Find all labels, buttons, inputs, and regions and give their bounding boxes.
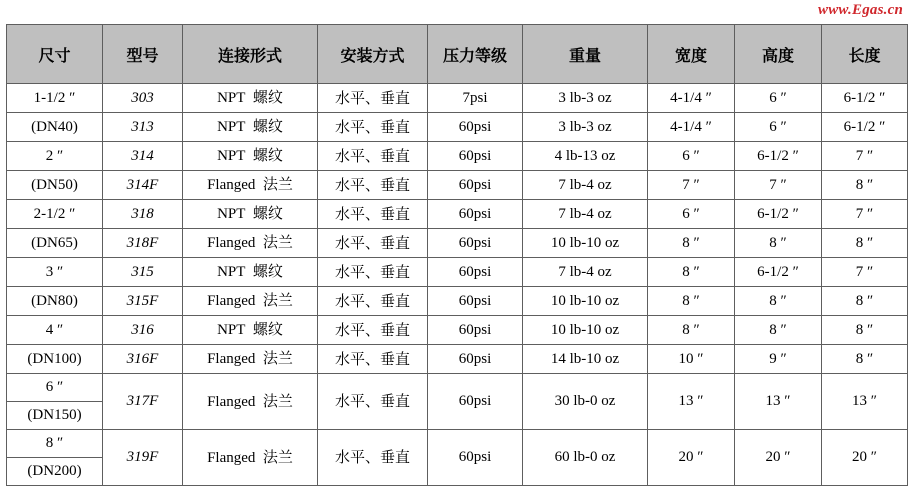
cell-model: 315: [103, 258, 183, 287]
cell-width: 7 ″: [648, 171, 735, 200]
cell-connection: [183, 229, 318, 258]
cell-mounting: 水平、垂直: [318, 345, 428, 374]
cell-mounting: 水平、垂直: [318, 374, 428, 430]
cell-weight: 10 lb-10 oz: [523, 287, 648, 316]
conn-cn: 螺纹: [252, 321, 283, 338]
cell-model: 318: [103, 200, 183, 229]
conn-cn: 法兰: [262, 392, 293, 410]
conn-en: Flanged: [207, 351, 256, 367]
cell-pressure: 60psi: [428, 316, 523, 345]
cell-size: (DN65): [7, 229, 103, 258]
cell-connection: [183, 142, 318, 171]
column-header-pressure-rating: 压力等级: [428, 25, 523, 84]
column-header-width: 宽度: [648, 25, 735, 84]
cell-model: 316F: [103, 345, 183, 374]
column-header-height: 高度: [735, 25, 822, 84]
conn-en: NPT: [217, 148, 246, 164]
cell-pressure: 60psi: [428, 374, 523, 430]
cell-pressure: 60psi: [428, 229, 523, 258]
cell-weight: 30 lb-0 oz: [523, 374, 648, 430]
specification-table: [6, 24, 908, 486]
column-header-mounting: 安装方式: [318, 25, 428, 84]
table-row: [7, 200, 908, 229]
table-row: [7, 142, 908, 171]
conn-en: Flanged: [207, 449, 256, 466]
conn-cn: 螺纹: [252, 118, 283, 135]
cell-length: 13 ″: [822, 374, 908, 430]
table-row: [7, 258, 908, 287]
cell-width: 8 ″: [648, 287, 735, 316]
cell-height: 20 ″: [735, 430, 822, 486]
cell-model: 317F: [103, 374, 183, 430]
cell-size: 6 ″: [7, 374, 103, 402]
table-body: [7, 84, 908, 486]
cell-mounting: 水平、垂直: [318, 171, 428, 200]
cell-pressure: 60psi: [428, 113, 523, 142]
conn-en: NPT: [217, 264, 246, 280]
cell-length: 8 ″: [822, 316, 908, 345]
cell-size: (DN80): [7, 287, 103, 316]
cell-connection: [183, 200, 318, 229]
column-header-length: 长度: [822, 25, 908, 84]
conn-cn: 法兰: [262, 292, 293, 309]
column-header-size: 尺寸: [7, 25, 103, 84]
cell-height: 8 ″: [735, 316, 822, 345]
cell-weight: 3 lb-3 oz: [523, 113, 648, 142]
cell-weight: 3 lb-3 oz: [523, 84, 648, 113]
conn-cn: 螺纹: [252, 89, 283, 106]
cell-length: 8 ″: [822, 229, 908, 258]
conn-cn: 法兰: [262, 448, 293, 466]
table-row: [7, 229, 908, 258]
cell-mounting: 水平、垂直: [318, 200, 428, 229]
cell-size: (DN40): [7, 113, 103, 142]
cell-mounting: 水平、垂直: [318, 316, 428, 345]
cell-connection: [183, 316, 318, 345]
cell-mounting: 水平、垂直: [318, 258, 428, 287]
cell-connection: [183, 84, 318, 113]
cell-weight: 7 lb-4 oz: [523, 171, 648, 200]
cell-pressure: 60psi: [428, 142, 523, 171]
cell-mounting: 水平、垂直: [318, 430, 428, 486]
cell-model: 303: [103, 84, 183, 113]
cell-connection: [183, 287, 318, 316]
cell-length: 8 ″: [822, 287, 908, 316]
cell-size: (DN200): [7, 458, 103, 486]
conn-en: Flanged: [207, 293, 256, 309]
cell-pressure: 60psi: [428, 345, 523, 374]
cell-size: 4 ″: [7, 316, 103, 345]
cell-model: 319F: [103, 430, 183, 486]
cell-length: 7 ″: [822, 142, 908, 171]
conn-cn: 螺纹: [252, 147, 283, 164]
cell-size: 1-1/2 ″: [7, 84, 103, 113]
cell-pressure: 7psi: [428, 84, 523, 113]
conn-cn: 螺纹: [252, 205, 283, 222]
conn-cn: 法兰: [262, 176, 293, 193]
header-row: [7, 25, 908, 84]
table-row: [7, 287, 908, 316]
conn-en: NPT: [217, 206, 246, 222]
cell-connection: [183, 374, 318, 430]
cell-weight: 7 lb-4 oz: [523, 200, 648, 229]
cell-mounting: 水平、垂直: [318, 229, 428, 258]
column-header-model: 型号: [103, 25, 183, 84]
cell-height: 7 ″: [735, 171, 822, 200]
cell-height: 8 ″: [735, 229, 822, 258]
cell-mounting: 水平、垂直: [318, 84, 428, 113]
cell-weight: 10 lb-10 oz: [523, 229, 648, 258]
cell-width: 8 ″: [648, 229, 735, 258]
cell-width: 6 ″: [648, 142, 735, 171]
cell-width: 8 ″: [648, 258, 735, 287]
cell-size: (DN150): [7, 402, 103, 430]
cell-size: (DN50): [7, 171, 103, 200]
cell-pressure: 60psi: [428, 430, 523, 486]
cell-mounting: 水平、垂直: [318, 142, 428, 171]
cell-model: 314F: [103, 171, 183, 200]
spec-table-container: [6, 24, 907, 486]
column-header-connection: 连接形式: [183, 25, 318, 84]
cell-size: (DN100): [7, 345, 103, 374]
cell-connection: [183, 171, 318, 200]
cell-height: 9 ″: [735, 345, 822, 374]
cell-height: 8 ″: [735, 287, 822, 316]
cell-pressure: 60psi: [428, 258, 523, 287]
cell-model: 316: [103, 316, 183, 345]
cell-model: 313: [103, 113, 183, 142]
table-row: [7, 374, 908, 402]
cell-height: 6 ″: [735, 84, 822, 113]
cell-size: 2-1/2 ″: [7, 200, 103, 229]
cell-length: 7 ″: [822, 258, 908, 287]
cell-width: 13 ″: [648, 374, 735, 430]
cell-model: 315F: [103, 287, 183, 316]
conn-cn: 法兰: [262, 234, 293, 251]
cell-length: 6-1/2 ″: [822, 113, 908, 142]
cell-width: 8 ″: [648, 316, 735, 345]
cell-size: 3 ″: [7, 258, 103, 287]
table-row: [7, 316, 908, 345]
conn-cn: 螺纹: [252, 263, 283, 280]
cell-size: 2 ″: [7, 142, 103, 171]
cell-width: 10 ″: [648, 345, 735, 374]
cell-height: 13 ″: [735, 374, 822, 430]
conn-en: NPT: [217, 90, 246, 106]
cell-weight: 7 lb-4 oz: [523, 258, 648, 287]
cell-weight: 10 lb-10 oz: [523, 316, 648, 345]
table-header: [7, 25, 908, 84]
table-row: [7, 345, 908, 374]
cell-pressure: 60psi: [428, 200, 523, 229]
conn-en: Flanged: [207, 235, 256, 251]
cell-length: 8 ″: [822, 171, 908, 200]
cell-weight: 60 lb-0 oz: [523, 430, 648, 486]
table-row: [7, 84, 908, 113]
cell-model: 314: [103, 142, 183, 171]
cell-length: 20 ″: [822, 430, 908, 486]
conn-en: Flanged: [207, 177, 256, 193]
table-row: [7, 430, 908, 458]
cell-mounting: 水平、垂直: [318, 287, 428, 316]
cell-weight: 4 lb-13 oz: [523, 142, 648, 171]
cell-connection: [183, 345, 318, 374]
table-row: [7, 113, 908, 142]
conn-en: NPT: [217, 322, 246, 338]
cell-size: 8 ″: [7, 430, 103, 458]
cell-width: 4-1/4 ″: [648, 84, 735, 113]
cell-mounting: 水平、垂直: [318, 113, 428, 142]
cell-length: 7 ″: [822, 200, 908, 229]
cell-pressure: 60psi: [428, 171, 523, 200]
column-header-weight: 重量: [523, 25, 648, 84]
conn-en: Flanged: [207, 393, 256, 410]
cell-height: 6-1/2 ″: [735, 200, 822, 229]
cell-length: 6-1/2 ″: [822, 84, 908, 113]
cell-height: 6-1/2 ″: [735, 258, 822, 287]
cell-width: 20 ″: [648, 430, 735, 486]
conn-cn: 法兰: [262, 350, 293, 367]
cell-length: 8 ″: [822, 345, 908, 374]
cell-width: 6 ″: [648, 200, 735, 229]
cell-pressure: 60psi: [428, 287, 523, 316]
table-row: [7, 171, 908, 200]
cell-height: 6-1/2 ″: [735, 142, 822, 171]
cell-connection: [183, 258, 318, 287]
conn-en: NPT: [217, 119, 246, 135]
cell-width: 4-1/4 ″: [648, 113, 735, 142]
cell-model: 318F: [103, 229, 183, 258]
cell-connection: [183, 430, 318, 486]
cell-connection: [183, 113, 318, 142]
cell-weight: 14 lb-10 oz: [523, 345, 648, 374]
watermark-egas: www.Egas.cn: [817, 2, 903, 18]
cell-height: 6 ″: [735, 113, 822, 142]
